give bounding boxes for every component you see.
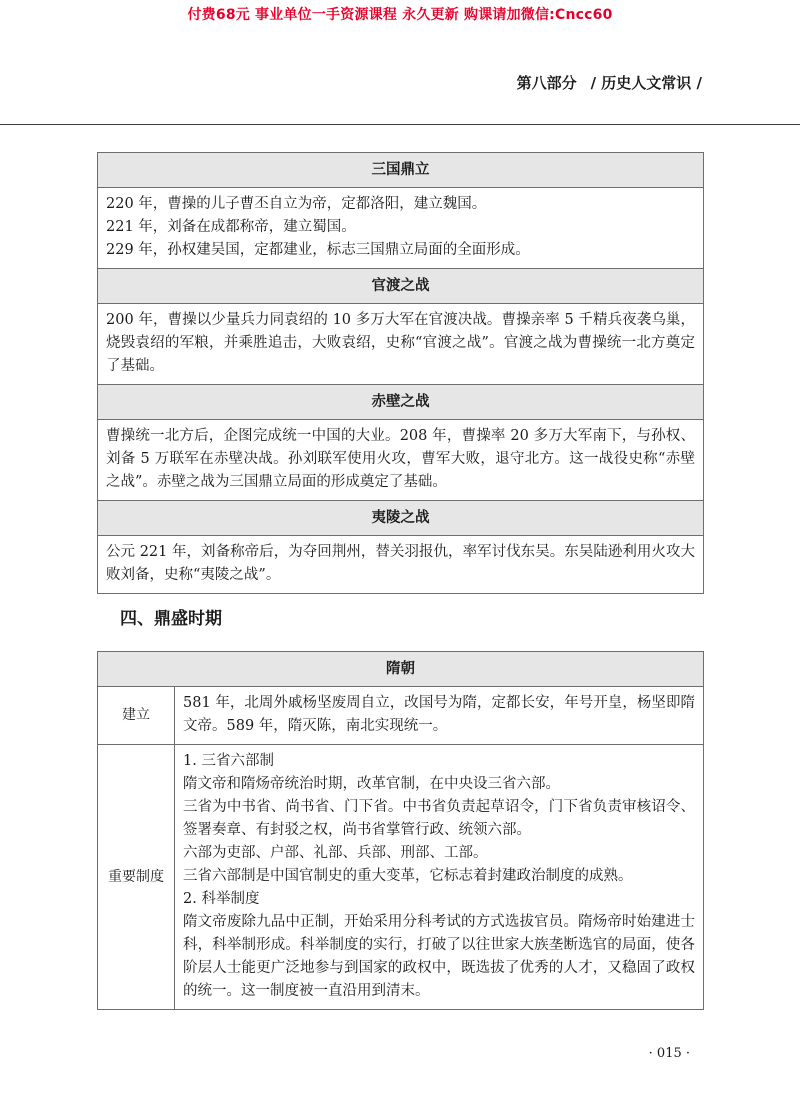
paragraph: 229 年，孙权建吴国，定都建业，标志三国鼎立局面的全面形成。 [106,242,530,258]
sui-dynasty-table [97,651,704,1010]
row-label: 建立 [98,687,175,745]
paragraph: 2. 科举制度 [183,891,260,907]
section-title: / 历史人文常识 / [590,74,702,92]
row-content [175,687,704,745]
history-events-table [97,152,704,594]
paragraph: 1. 三省六部制 [183,753,274,769]
table-section-title: 赤壁之战 [98,385,704,420]
table-section-title: 官渡之战 [98,269,704,304]
paragraph: 隋文帝废除九品中正制，开始采用分科考试的方式选拔官员。隋炀帝时始建进士科，科举制形成。科举制度的实行，打破了以往世家大族垄断选官的局面，使各阶层人士能更广泛地参与到国家的政权中，既选拔了优秀的人才，又稳固了政权的统一。这一制度被一直沿用到清末。 [183,914,695,999]
paragraph: 隋文帝和隋炀帝统治时期，改革官制，在中央设三省六部。 [183,776,560,792]
page-number: · 015 · [648,1046,690,1061]
paragraph: 六部为吏部、户部、礼部、兵部、刑部、工部。 [183,845,488,861]
section-header [517,72,702,93]
row-label: 重要制度 [98,745,175,1010]
paragraph: 三省六部制是中国官制史的重大变革，它标志着封建政治制度的成熟。 [183,868,633,884]
row-content [175,745,704,1010]
paragraph: 200 年，曹操以少量兵力同袁绍的 10 多万大军在官渡决战。曹操亲率 5 千精兵夜袭乌巢，烧毁袁绍的军粮，并乘胜追击，大败袁绍，史称“官渡之战”。官渡之战为曹操统一北方奠定了基础。 [106,312,695,374]
table-section-body [98,304,704,385]
table-section-title: 三国鼎立 [98,153,704,188]
paragraph: 公元 221 年，刘备称帝后，为夺回荆州，替关羽报仇，率军讨伐东吴。东吴陆逊利用火攻大败刘备，史称“夷陵之战”。 [106,544,695,583]
table-section-body [98,188,704,269]
paragraph: 曹操统一北方后，企图完成统一中国的大业。208 年，曹操率 20 多万大军南下，与孙权、刘备 5 万联军在赤壁决战。孙刘联军使用火攻，曹军大败，退守北方。这一战役史称“赤壁之战”。赤壁之战为三国鼎立局面的形成奠定了基础。 [106,428,695,490]
section-part-label: 第八部分 [516,74,577,92]
header-rule [0,124,800,125]
paragraph: 三省为中书省、尚书省、门下省。中书省负责起草诏令，门下省负责审核诏令、签署奏章、有封驳之权，尚书省掌管行政、统领六部。 [183,799,695,838]
paragraph: 221 年，刘备在成都称帝，建立蜀国。 [106,219,356,235]
table-section-body [98,536,704,594]
chapter-heading: 四、鼎盛时期 [120,609,222,629]
watermark-banner: 付费68元 事业单位一手资源课程 永久更新 购课请加微信:Cncc60 [187,7,613,23]
table-title: 隋朝 [98,652,704,687]
table-section-title: 夷陵之战 [98,501,704,536]
paragraph: 581 年，北周外戚杨坚废周自立，改国号为隋，定都长安，年号开皇，杨坚即隋文帝。589 年，隋灭陈，南北实现统一。 [183,695,695,734]
paragraph: 220 年，曹操的儿子曹丕自立为帝，定都洛阳，建立魏国。 [106,196,487,212]
table-section-body [98,420,704,501]
